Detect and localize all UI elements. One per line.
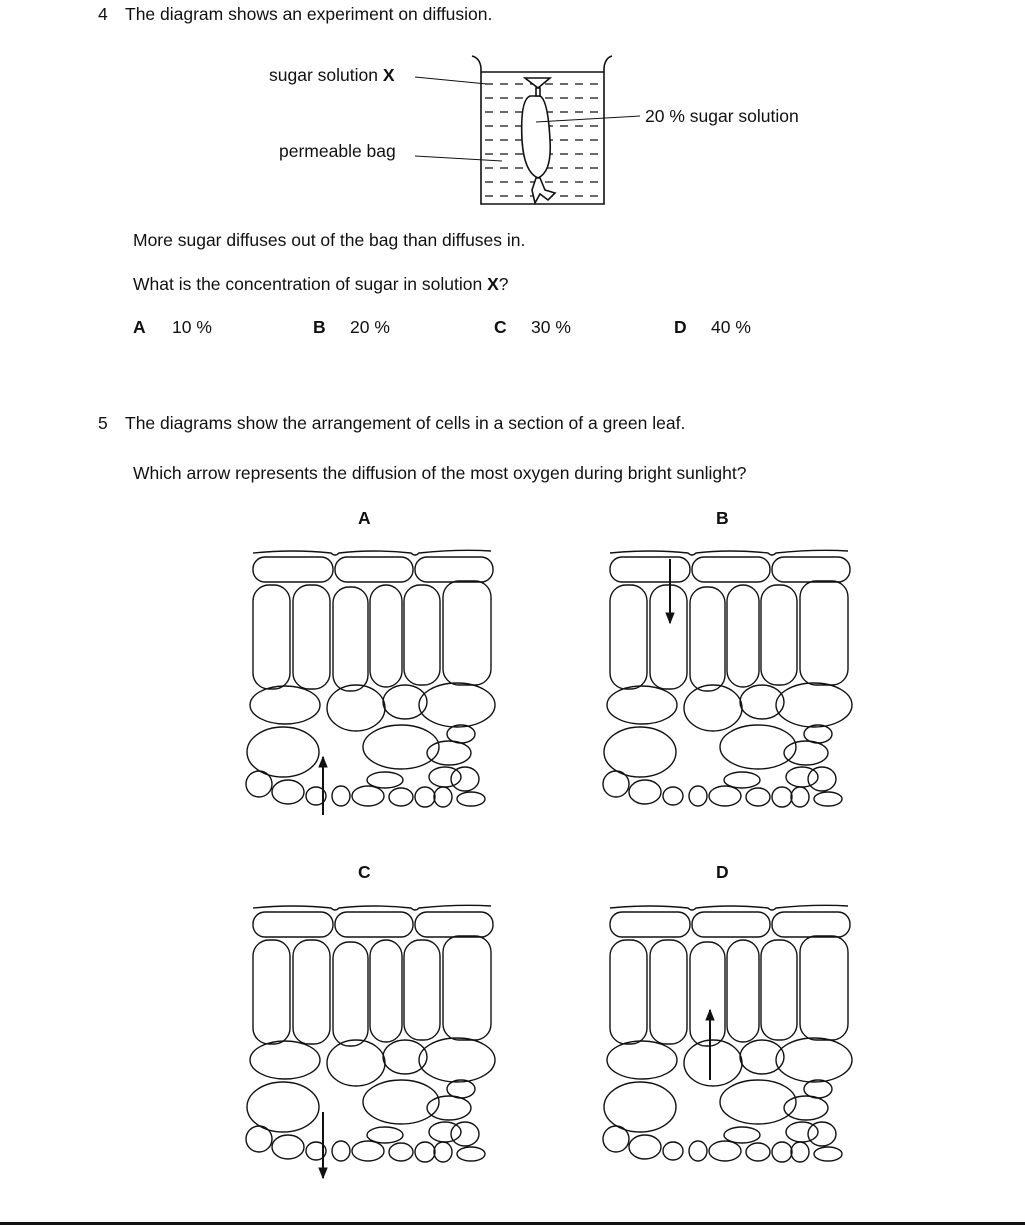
lower-epidermis-cell (246, 771, 272, 797)
option-text: 40 % (711, 317, 751, 337)
option-text: 10 % (172, 317, 212, 337)
palisade-cell (253, 940, 290, 1044)
lower-epidermis-cell (689, 786, 707, 806)
palisade-cell (333, 587, 368, 691)
palisade-cell (727, 940, 759, 1042)
spongy-cell (740, 685, 784, 719)
lower-epidermis-cell (603, 771, 629, 797)
spongy-cell (447, 725, 475, 743)
palisade-cell (761, 585, 797, 685)
lower-epidermis-cell (451, 767, 479, 791)
spongy-cell (804, 725, 832, 743)
question-x: X (487, 274, 499, 294)
lower-epidermis-cell (808, 767, 836, 791)
lower-epidermis-cell (272, 1135, 304, 1159)
spongy-cell (740, 1040, 784, 1074)
lower-epidermis-cell (746, 788, 770, 806)
lower-epidermis-cell (367, 772, 403, 788)
epidermis-cell (610, 557, 690, 582)
leaf-diagram-b (600, 543, 850, 823)
spongy-cell (607, 686, 677, 724)
label-permeable-bag: permeable bag (279, 141, 396, 161)
palisade-cell (370, 940, 402, 1042)
question-mark: ? (498, 274, 509, 294)
epidermis-cell (772, 557, 850, 582)
lower-epidermis-cell (746, 1143, 770, 1161)
spongy-cell (776, 1038, 852, 1082)
lower-epidermis-cell (629, 780, 661, 804)
spongy-cell (784, 741, 828, 765)
spongy-cell (684, 1040, 742, 1086)
lower-epidermis-cell (415, 1142, 435, 1162)
option-text: 20 % (350, 317, 390, 337)
q4-question (133, 274, 509, 295)
spongy-cell (327, 1040, 385, 1086)
palisade-cell (333, 942, 368, 1046)
spongy-cell (250, 686, 320, 724)
spongy-cell (776, 683, 852, 727)
diagram-label-a[interactable]: A (358, 508, 371, 528)
q5-stem: The diagrams show the arrangement of cells in a section of a green leaf. (125, 413, 686, 433)
epidermis-cell (610, 912, 690, 937)
palisade-cell (370, 585, 402, 687)
lower-epidermis-cell (415, 787, 435, 807)
leaf-diagram-c (243, 898, 493, 1178)
palisade-cell (650, 585, 687, 689)
lower-epidermis-cell (434, 1142, 452, 1162)
spongy-cell (250, 1041, 320, 1079)
cuticle (253, 905, 491, 910)
label-20-percent: 20 % sugar solution (645, 106, 799, 126)
spongy-cell (784, 1096, 828, 1120)
label-x: X (382, 65, 395, 85)
leaf-diagram-a (243, 543, 493, 823)
page-bottom-rule (0, 1222, 1025, 1225)
q4-stem: The diagram shows an experiment on diffusion. (125, 4, 493, 24)
spongy-cell (607, 1041, 677, 1079)
palisade-cell (761, 940, 797, 1040)
diffusion-arrow (319, 757, 327, 815)
lower-epidermis-cell (772, 1142, 792, 1162)
option-letter: D (674, 317, 687, 337)
beaker-diagram (0, 0, 1025, 220)
cuticle (610, 905, 848, 910)
palisade-cell (293, 940, 330, 1044)
lower-epidermis-cell (663, 1142, 683, 1160)
epidermis-cell (253, 557, 333, 582)
lower-epidermis-cell (272, 780, 304, 804)
label-text: sugar solution (269, 65, 383, 85)
spongy-cell (383, 685, 427, 719)
lower-epidermis-cell (332, 786, 350, 806)
spongy-cell (720, 725, 796, 769)
spongy-cell (419, 683, 495, 727)
option-letter: B (313, 317, 326, 337)
lower-epidermis-cell (389, 788, 413, 806)
palisade-cell (727, 585, 759, 687)
lower-epidermis-cell (814, 1147, 842, 1161)
epidermis-cell (772, 912, 850, 937)
lower-epidermis-cell (814, 792, 842, 806)
lower-epidermis-cell (629, 1135, 661, 1159)
option-letter: C (494, 317, 507, 337)
bag (522, 96, 551, 178)
q5-question: Which arrow represents the diffusion of the most oxygen during bright sunlight? (133, 463, 747, 483)
lower-epidermis-cell (457, 792, 485, 806)
spongy-cell (427, 741, 471, 765)
q4-number: 4 (98, 4, 108, 24)
epidermis-cell (335, 912, 413, 937)
leaf-diagram-d (600, 898, 850, 1178)
spongy-cell (604, 1082, 676, 1132)
spongy-cell (419, 1038, 495, 1082)
cuticle (253, 550, 491, 555)
lower-epidermis-cell (724, 772, 760, 788)
palisade-cell (800, 581, 848, 685)
diffusion-arrow (666, 559, 674, 623)
palisade-cell (404, 940, 440, 1040)
lower-epidermis-cell (791, 787, 809, 807)
spongy-cell (247, 727, 319, 777)
lower-epidermis-cell (367, 1127, 403, 1143)
lower-epidermis-cell (603, 1126, 629, 1152)
lower-epidermis-cell (246, 1126, 272, 1152)
spongy-cell (363, 725, 439, 769)
question-text: What is the concentration of sugar in solution (133, 274, 488, 294)
epidermis-cell (253, 912, 333, 937)
spongy-cell (327, 685, 385, 731)
epidermis-cell (415, 557, 493, 582)
option-letter: A (133, 317, 146, 337)
lower-epidermis-cell (689, 1141, 707, 1161)
lower-epidermis-cell (663, 787, 683, 805)
epidermis-cell (415, 912, 493, 937)
lower-epidermis-cell (451, 1122, 479, 1146)
epidermis-cell (692, 912, 770, 937)
palisade-cell (800, 936, 848, 1040)
lower-epidermis-cell (791, 1142, 809, 1162)
palisade-cell (443, 936, 491, 1040)
palisade-cell (293, 585, 330, 689)
diagram-label-b[interactable]: B (716, 508, 729, 528)
spongy-cell (427, 1096, 471, 1120)
diffusion-arrow (319, 1112, 327, 1178)
spongy-cell (447, 1080, 475, 1098)
lower-epidermis-cell (389, 1143, 413, 1161)
palisade-cell (610, 940, 647, 1044)
diagram-label-c[interactable]: C (358, 862, 371, 882)
lower-epidermis-cell (352, 786, 384, 806)
q5-number: 5 (98, 413, 108, 433)
option-text: 30 % (531, 317, 571, 337)
cuticle (610, 550, 848, 555)
epidermis-cell (335, 557, 413, 582)
lower-epidermis-cell (724, 1127, 760, 1143)
palisade-cell (690, 587, 725, 691)
lower-epidermis-cell (332, 1141, 350, 1161)
spongy-cell (720, 1080, 796, 1124)
palisade-cell (253, 585, 290, 689)
spongy-cell (604, 727, 676, 777)
diagram-label-d[interactable]: D (716, 862, 729, 882)
lower-epidermis-cell (709, 786, 741, 806)
spongy-cell (383, 1040, 427, 1074)
lower-epidermis-cell (808, 1122, 836, 1146)
palisade-cell (690, 942, 725, 1046)
lower-epidermis-cell (457, 1147, 485, 1161)
palisade-cell (610, 585, 647, 689)
lower-epidermis-cell (709, 1141, 741, 1161)
palisade-cell (404, 585, 440, 685)
q4-statement: More sugar diffuses out of the bag than diffuses in. (133, 230, 526, 250)
epidermis-cell (692, 557, 770, 582)
spongy-cell (247, 1082, 319, 1132)
palisade-cell (443, 581, 491, 685)
spongy-cell (684, 685, 742, 731)
lower-epidermis-cell (352, 1141, 384, 1161)
lower-epidermis-cell (772, 787, 792, 807)
spongy-cell (804, 1080, 832, 1098)
spongy-cell (363, 1080, 439, 1124)
palisade-cell (650, 940, 687, 1044)
lower-epidermis-cell (434, 787, 452, 807)
